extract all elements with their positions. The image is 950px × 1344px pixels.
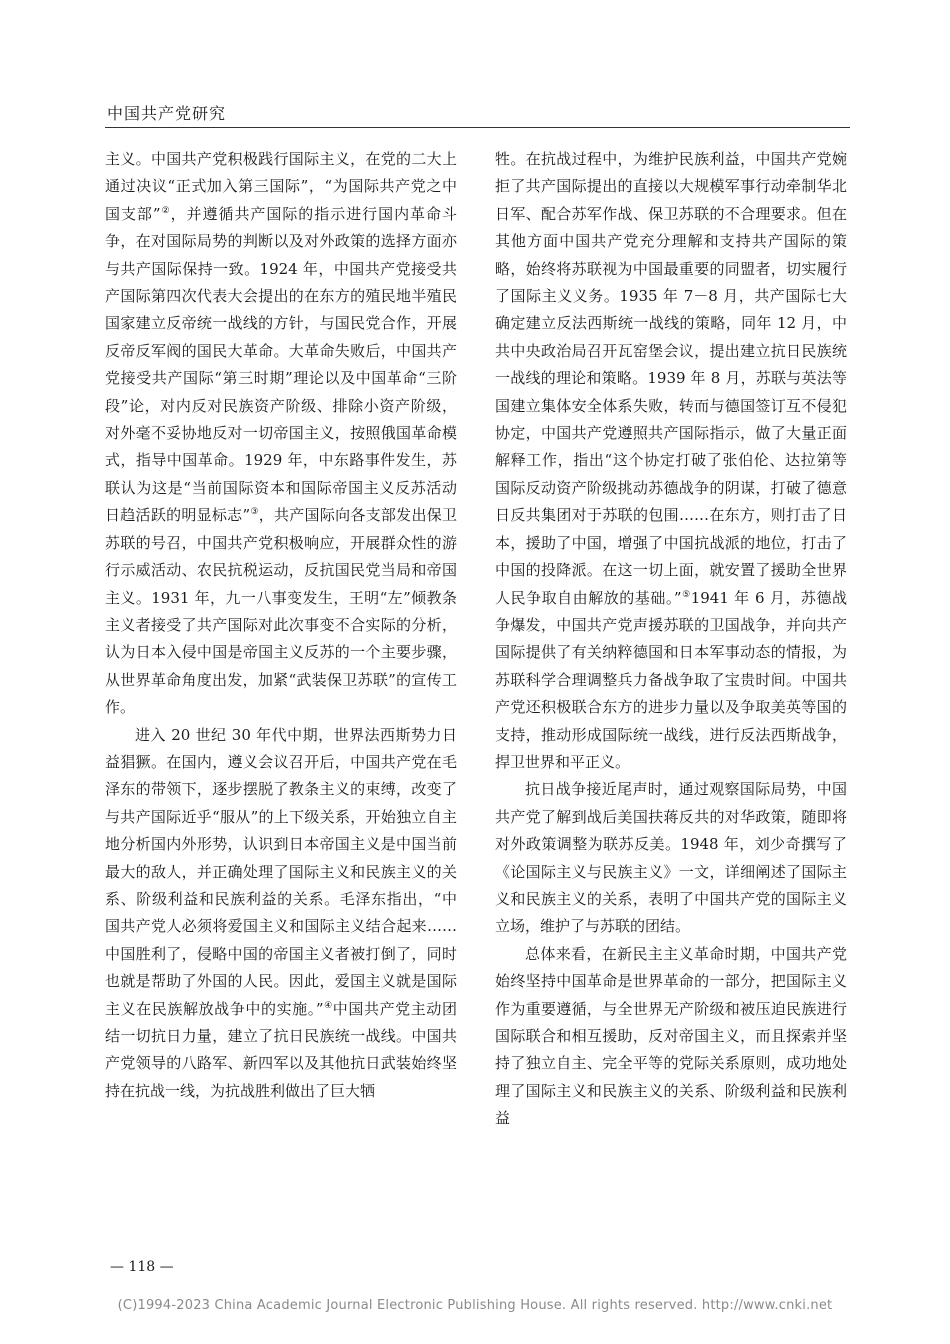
right-column: [495, 146, 847, 1133]
footnote-ref-5[interactable]: ⑤: [681, 589, 691, 600]
copyright-notice: (C)1994-2023 China Academic Journal Electronic Publishing House. All rights reserved. http://www.cnki.net: [117, 1298, 833, 1313]
text-segment: ，并遵循共产国际的指示进行国内革命斗争，在对国际局势的判断以及对外政策的选择方面亦与共产国际保持一致。1924 年，中国共产党接受共产国际第四次代表大会提出的在东方的殖民地半殖民国家建立反帝统一战线的方针，与国民党合作，开展反帝反军阀的国民大革命。大革命失败后，中国共产党接受共产国际“第三时期”理论以及中国革命“三阶段”论，对内反对民族资产阶级、排除小资产阶级，对外毫不妥协地反对一切帝国主义，按照俄国革命模式，指导中国革命。1929 年，中东路事件发生，苏联认为这是“当前国际资本和国际帝国主义反苏活动日趋活跃的明显标志”: [105, 204, 457, 525]
text-segment: 中国共产党主动团结一切抗日力量，建立了抗日民族统一战线。中国共产党领导的八路军、新四军以及其他抗日武装始终坚持在抗战一线，为抗战胜利做出了巨大牺: [105, 999, 457, 1100]
left-column: [105, 146, 457, 1105]
text-segment: 主义。中国共产党积极践行国际主义，在党的二大上通过决议“正式加入第三国际”，“为国际共产党之中国支部”: [105, 150, 457, 223]
paragraph-postwar: 抗日战争接近尾声时，通过观察国际局势，中国共产党了解到战后美国扶蒋反共的对华政策，随即将对外政策调整为联苏反美。1948 年，刘少奇撰写了《论国际主义与民族主义》一文，详细阐述了国际主义和民族主义的关系，表明了中国共产党的国际主义立场，维护了与苏联的团结。: [495, 780, 847, 936]
paragraph-summary: 总体来看，在新民主主义革命时期，中国共产党始终坚持中国革命是世界革命的一部分，把国际主义作为重要遵循，与全世界无产阶级和被压迫民族进行国际联合和相互援助，反对帝国主义，而且探索并坚持了独立自主、完全平等的党际关系原则，成功地处理了国际主义和民族主义的关系、阶级利益和民族利益: [495, 944, 847, 1128]
paragraph-1930s: [105, 722, 457, 1106]
paragraph-war-period: [495, 146, 847, 776]
footnote-ref-4[interactable]: ④: [323, 1000, 333, 1011]
footnote-ref-2[interactable]: ②: [160, 205, 171, 216]
journal-title: 中国共产党研究: [107, 104, 227, 123]
header-divider: [105, 127, 850, 128]
text-segment: 牲。在抗战过程中，为维护民族利益，中国共产党婉拒了共产国际提出的直接以大规模军事行动牵制华北日军、配合苏军作战、保卫苏联的不合理要求。但在其他方面中国共产党充分理解和支持共产国际的策略，始终将苏联视为中国最重要的同盟者，切实履行了国际主义义务。1935 年 7－8 月，共产国际七大确定建立反法西斯统一战线的策略，同年 12 月，中共中央政治局召开瓦窑堡会议，提出建立抗日民族统一战线的理论和策略。1939 年 8 月，苏联与英法等国建立集体安全体系失败，转而与德国签订互不侵犯协定，中国共产党遵照共产国际指示，做了大量正面解释工作，指出“这个协定打破了张伯伦、达拉第等国际反动资产阶级挑动苏德战争的阴谋，打破了德意日反共集团对于苏联的包围……在东方，则打击了日本，援助了中国，增强了中国抗战派的地位，打击了中国的投降派。在这一切上面，就安置了援助全世界人民争取自由解放的基础。”: [495, 150, 847, 607]
text-segment: 进入 20 世纪 30 年代中期，世界法西斯势力日益猖獗。在国内，遵义会议召开后，中国共产党在毛泽东的带领下，逐步摆脱了教条主义的束缚，改变了与共产国际近乎“服从”的上下级关系，开始独立自主地分析国内外形势，认识到日本帝国主义是中国当前最大的敌人，并正确处理了国际主义和民族主义的关系、阶级利益和民族利益的关系。毛泽东指出，“中国共产党人必须将爱国主义和国际主义结合起来……中国胜利了，侵略中国的帝国主义者被打倒了，同时也就是帮助了外国的人民。因此，爱国主义就是国际主义在民族解放战争中的实施。”: [105, 725, 457, 1018]
text-segment: 1941 年 6 月，苏德战争爆发，中国共产党声援苏联的卫国战争，并向共产国际提供了有关纳粹德国和日本军事动态的情报，为苏联科学合理调整兵力备战争取了宝贵时间。中国共产党还积极联合东方的进步力量以及争取美英等国的支持，推动形成国际统一战线，进行反法西斯战争，捍卫世界和平正义。: [495, 588, 847, 771]
text-segment: ，共产国际向各支部发出保卫苏联的号召，中国共产党积极响应，开展群众性的游行示威活动、农民抗税运动，反抗国民党当局和帝国主义。1931 年，九一八事变发生，王明“左”倾教条主义者接受了共产国际对此次事变不合实际的分析，认为日本入侵中国是帝国主义反苏的一个主要步骤，从世界革命角度出发，加紧“武装保卫苏联”的宣传工作。: [105, 506, 457, 717]
paragraph-intro-continued: [105, 146, 457, 722]
footnote-ref-3[interactable]: ③: [250, 507, 259, 518]
page-number: — 118 —: [110, 1259, 174, 1275]
